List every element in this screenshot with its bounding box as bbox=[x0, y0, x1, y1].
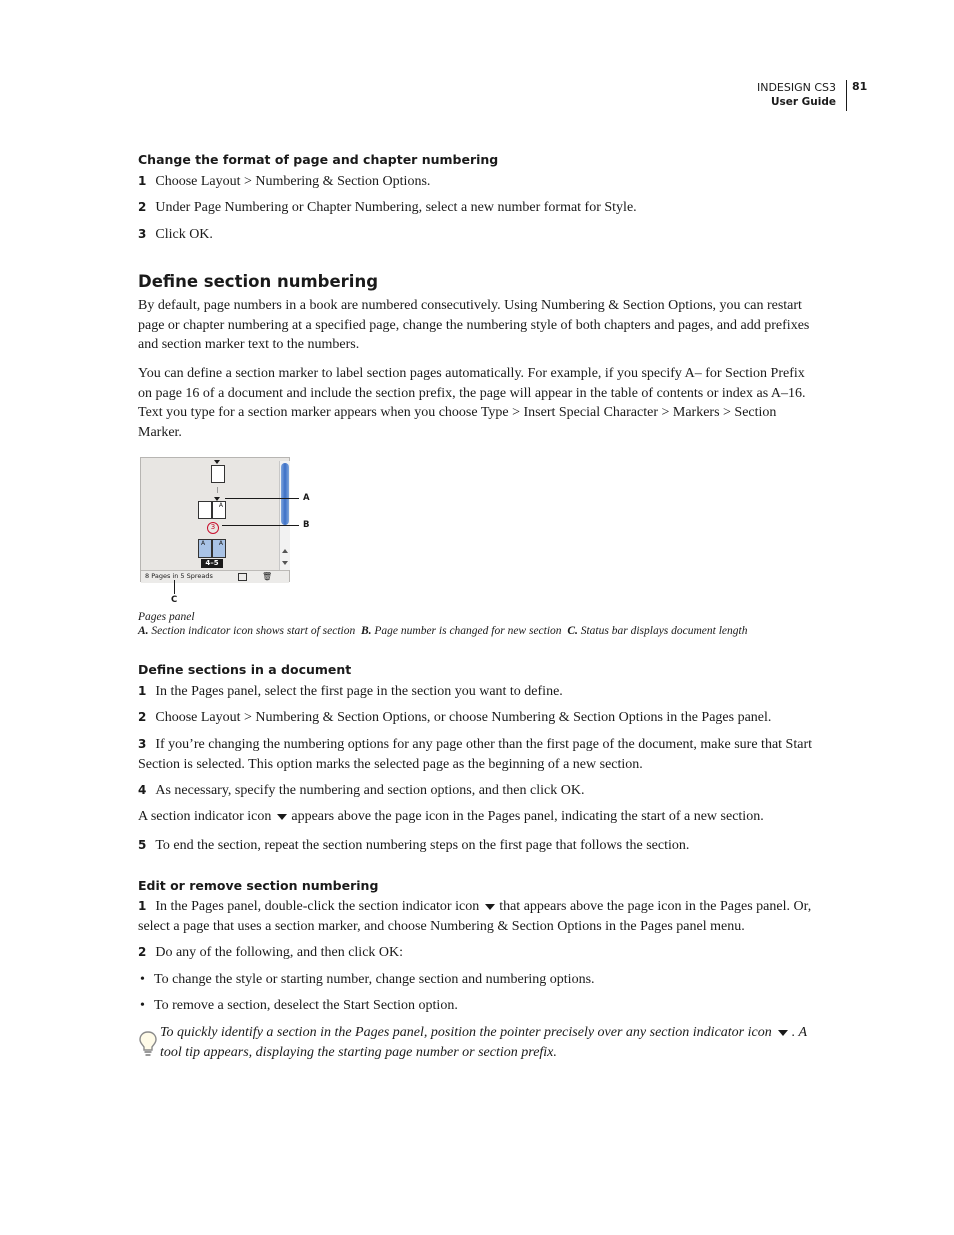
section3-step bbox=[138, 708, 818, 728]
panel-status-bar bbox=[141, 570, 289, 583]
tip-text bbox=[160, 1023, 816, 1062]
callout-label-a: A bbox=[303, 493, 310, 503]
step-number: 2 bbox=[138, 200, 147, 214]
step-text-after: that appears above the page icon in the Pages panel. Or, select a page that uses a section marker, and choose Numbering & Section Options in the Pages panel menu. bbox=[138, 899, 812, 934]
section4-step bbox=[138, 943, 818, 963]
section3-step bbox=[138, 682, 818, 702]
page-prefix: A bbox=[218, 502, 223, 509]
section1-step bbox=[138, 198, 818, 218]
bullet-text: To remove a section, deselect the Start Section option. bbox=[154, 998, 458, 1013]
page-thumbnail bbox=[211, 465, 225, 483]
step-text: Choose Layout > Numbering & Section Options. bbox=[155, 174, 431, 189]
step-number: 1 bbox=[138, 174, 147, 188]
step-number: 1 bbox=[138, 899, 147, 913]
step-text: Click OK. bbox=[155, 227, 213, 242]
step-text: As necessary, specify the numbering and section options, and then click OK. bbox=[155, 783, 585, 798]
section-indicator-icon bbox=[778, 1030, 788, 1036]
section-indicator-icon bbox=[485, 904, 495, 910]
bullet-item bbox=[140, 970, 820, 990]
section3-note bbox=[138, 807, 818, 827]
step-text: If you’re changing the numbering options for any page other than the first page of the document, make sure that Start Section is selected. This option marks the selected page as the beginning of a new section. bbox=[138, 737, 812, 772]
section3-step bbox=[138, 735, 818, 774]
header-product: INDESIGN CS3 bbox=[756, 81, 836, 94]
figure-caption-keys bbox=[138, 624, 747, 638]
figure-caption-title: Pages panel bbox=[138, 611, 195, 623]
step-number: 3 bbox=[138, 227, 147, 241]
step-number: 3 bbox=[138, 737, 147, 751]
page-thumbnail bbox=[198, 501, 212, 519]
callout-line-c bbox=[174, 580, 175, 594]
section-indicator-icon bbox=[214, 460, 220, 464]
page-thumbnail bbox=[212, 501, 226, 519]
step-text: Do any of the following, and then click OK: bbox=[155, 945, 404, 960]
header-divider bbox=[846, 80, 847, 111]
bullet-item bbox=[140, 996, 820, 1016]
new-page-icon bbox=[238, 573, 247, 581]
step-text: Under Page Numbering or Chapter Numbering, select a new number format for Style. bbox=[155, 200, 637, 215]
section1-step bbox=[138, 225, 818, 245]
scroll-up-icon bbox=[282, 549, 288, 553]
page-number: 81 bbox=[852, 80, 868, 93]
step-number: 2 bbox=[138, 945, 147, 959]
section-page-number: 3 bbox=[207, 522, 219, 534]
caption-key-b: B. bbox=[360, 625, 372, 637]
section1-step bbox=[138, 172, 818, 192]
step-number: 4 bbox=[138, 783, 147, 797]
callout-label-b: B bbox=[303, 520, 310, 530]
section1-heading: Change the format of page and chapter numbering bbox=[138, 152, 499, 167]
note-text-before: A section indicator icon bbox=[138, 809, 272, 824]
caption-text-a: Section indicator icon shows start of section bbox=[151, 625, 356, 637]
caption-text-c: Status bar displays document length bbox=[580, 625, 748, 637]
spread-label: 4–5 bbox=[201, 559, 223, 568]
tip-text-after: . A tool tip appears, displaying the starting page number or section prefix. bbox=[160, 1025, 807, 1060]
bullet-text: To change the style or starting number, change section and numbering options. bbox=[154, 972, 595, 987]
page-prefix: A bbox=[218, 540, 223, 547]
section2-paragraph-1: By default, page numbers in a book are numbered consecutively. Using Numbering & Section Options, you can restart page or chapter numbering at a specified page, change the numbering style of both chapters and pages, and add prefixes and section marker text to the numbers. bbox=[138, 298, 810, 352]
step-number: 1 bbox=[138, 684, 147, 698]
caption-key-c: C. bbox=[567, 625, 578, 637]
bullet-dot: • bbox=[140, 972, 145, 987]
section2-paragraph-2: You can define a section marker to label section pages automatically. For example, if you specify A– for Section Prefix on page 16 of a document and include the section prefix, the page will appear in the table of contents or index as A–16. Text you type for a section marker appears when you choose Type > Insert Special Character > Markers > Section Marker. bbox=[138, 366, 806, 440]
step-number: 5 bbox=[138, 838, 147, 852]
step-text: In the Pages panel, select the first page in the section you want to define. bbox=[155, 684, 563, 699]
trash-icon: 🗑 bbox=[262, 572, 273, 581]
note-text-after: appears above the page icon in the Pages panel, indicating the start of a new section. bbox=[291, 809, 764, 824]
section4-step bbox=[138, 897, 818, 936]
section3-heading: Define sections in a document bbox=[138, 662, 352, 677]
scroll-thumb bbox=[281, 463, 289, 525]
caption-key-a: A. bbox=[138, 625, 149, 637]
header-subtitle: User Guide bbox=[770, 96, 836, 108]
scroll-down-icon bbox=[282, 561, 288, 565]
page-prefix: A bbox=[201, 540, 206, 547]
status-text: 8 Pages in 5 Spreads bbox=[145, 572, 213, 580]
panel-scrollbar bbox=[279, 461, 290, 570]
bullet-dot: • bbox=[140, 998, 145, 1013]
step-text: To end the section, repeat the section numbering steps on the first page that follows the section. bbox=[155, 838, 690, 853]
step-text: Choose Layout > Numbering & Section Options, or choose Numbering & Section Options in the Pages panel. bbox=[155, 710, 772, 725]
step-number: 2 bbox=[138, 710, 147, 724]
section2-heading: Define section numbering bbox=[138, 272, 378, 291]
page-thumbnail-selected bbox=[198, 539, 212, 558]
callout-line-a bbox=[225, 498, 299, 499]
page-divider bbox=[217, 487, 218, 493]
callout-label-c: C bbox=[171, 595, 178, 605]
tip-text-before: To quickly identify a section in the Pages panel, position the pointer precisely over any section indicator icon bbox=[160, 1025, 772, 1040]
section3-step bbox=[138, 836, 818, 856]
lightbulb-icon bbox=[138, 1030, 158, 1063]
section-indicator-icon bbox=[277, 814, 287, 820]
callout-line-b bbox=[222, 525, 299, 526]
pages-panel-figure bbox=[140, 457, 290, 582]
section3-step bbox=[138, 781, 818, 801]
step-text-before: In the Pages panel, double-click the section indicator icon bbox=[155, 899, 480, 914]
section4-heading: Edit or remove section numbering bbox=[138, 878, 379, 893]
caption-text-b: Page number is changed for new section bbox=[374, 625, 562, 637]
page-thumbnail-selected bbox=[212, 539, 226, 558]
